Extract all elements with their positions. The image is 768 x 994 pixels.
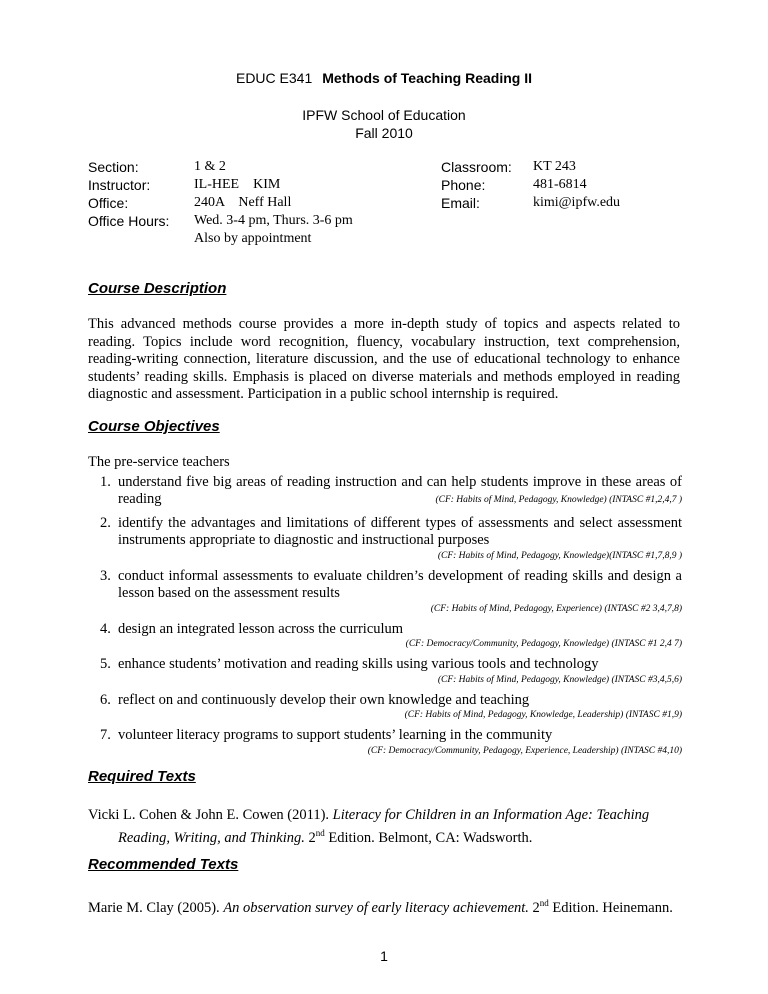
course-description-text: This advanced methods course provides a more in-depth study of topics and aspects related to reading. Topics include word recognition, fluency, vocabulary instruction, text comprehension, reading-writing connection, literature discussion, and the use of educational technology to enhance students’ reading skills. Emphasis is placed on diverse materials and methods employed in reading diagnostic and assessment. Participation in a public school internship is required.: [88, 316, 680, 402]
objective-standards: (CF: Democracy/Community, Pedagogy, Knowledge) (INTASC #1 2,4 7): [405, 639, 682, 649]
objective-item: [88, 515, 682, 562]
info-value: 1 & 2: [194, 159, 226, 174]
info-row-email: [441, 194, 620, 212]
citation-rest: Edition. Heinemann.: [552, 899, 673, 916]
term: Fall 2010: [355, 125, 413, 141]
citation-edition-number: 2: [532, 899, 540, 916]
citation-title: Literacy for Children in an Information Age: Teaching Reading, Writing, and Thinking.: [118, 807, 650, 846]
course-info-right: [441, 158, 620, 212]
info-label: Classroom:: [441, 159, 512, 175]
info-label: Section:: [88, 159, 139, 175]
course-code: EDUC E341: [235, 70, 313, 86]
citation-rest: Edition. Belmont, CA: Wadsworth.: [328, 829, 533, 846]
objective-number: 3.: [100, 567, 111, 584]
objective-number: 2.: [100, 514, 111, 531]
objective-number: 4.: [100, 620, 111, 637]
course-info-left: [88, 158, 353, 248]
objective-number: 7.: [100, 727, 111, 743]
course-title: Methods of Teaching Reading II: [322, 70, 532, 86]
objective-standards: (CF: Democracy/Community, Pedagogy, Experience, Leadership) (INTASC #4,10): [367, 745, 682, 756]
objective-item: [88, 656, 682, 686]
info-label: Office Hours:: [88, 213, 170, 229]
info-value: 240A Neff Hall: [194, 195, 292, 210]
objective-text: design an integrated lesson across the curriculum: [118, 620, 404, 637]
info-row-appointment: [88, 230, 353, 248]
citation-edition-suffix: nd: [315, 828, 325, 838]
info-label: Office:: [88, 195, 129, 211]
required-text-citation: [88, 806, 682, 847]
info-value: Wed. 3-4 pm, Thurs. 3-6 pm: [194, 213, 353, 228]
course-objectives-heading: Course Objectives: [88, 418, 220, 435]
school-term-block: [0, 106, 768, 142]
objective-number: 1.: [100, 473, 111, 490]
school-name: IPFW School of Education: [302, 107, 466, 123]
info-row-phone: [441, 176, 620, 194]
objective-item: [88, 727, 682, 757]
objective-text: enhance students’ motivation and reading skills using various tools and technology: [118, 656, 599, 672]
objective-standards: (CF: Habits of Mind, Pedagogy, Knowledge) (INTASC #3,4,5,6): [437, 674, 682, 685]
info-value: IL-HEE KIM: [194, 177, 281, 192]
recommended-text-citation: [88, 894, 682, 917]
objective-item: [88, 568, 682, 615]
objectives-intro: The pre-service teachers: [88, 454, 230, 470]
objective-item: [88, 692, 682, 722]
objective-standards: (CF: Habits of Mind, Pedagogy, Knowledge, Leadership) (INTASC #1,9): [404, 710, 682, 720]
info-label: Phone:: [441, 177, 486, 193]
info-row-section: [88, 158, 353, 176]
objectives-list: [88, 454, 682, 763]
citation-authors: Vicki L. Cohen & John E. Cowen (2011).: [88, 807, 330, 823]
objective-item: [88, 621, 682, 651]
course-description-heading: Course Description: [88, 280, 227, 297]
objective-number: 6.: [100, 691, 111, 708]
email-link[interactable]: kimi@ipfw.edu: [533, 195, 621, 210]
info-row-classroom: [441, 158, 620, 176]
recommended-texts-heading: Recommended Texts: [88, 856, 239, 873]
page-number: 1: [380, 948, 388, 964]
objective-text: identify the advantages and limitations of different types of assessments and select assessment instruments appropriate to diagnostic and instructional purposes: [118, 514, 682, 548]
objective-item: [88, 474, 682, 509]
objective-text: volunteer literacy programs to support students’ learning in the community: [118, 727, 553, 743]
citation-edition-suffix: nd: [539, 898, 549, 908]
objective-standards: (CF: Habits of Mind, Pedagogy, Experience) (INTASC #2 3,4,7,8): [430, 603, 682, 614]
info-value: KT 243: [533, 159, 576, 174]
info-row-office-hours: [88, 212, 353, 230]
info-label: Email:: [441, 195, 480, 211]
citation-edition-number: 2: [308, 829, 316, 846]
objective-standards: (CF: Habits of Mind, Pedagogy, Knowledge) (INTASC #1,2,4,7 ): [435, 495, 682, 505]
info-value: Also by appointment: [194, 231, 312, 246]
info-row-instructor: [88, 176, 353, 194]
info-label: Instructor:: [88, 177, 151, 193]
info-row-office: [88, 194, 353, 212]
required-texts-heading: Required Texts: [88, 768, 196, 785]
info-value: 481-6814: [533, 177, 587, 192]
objective-text: reflect on and continuously develop their own knowledge and teaching: [118, 691, 530, 708]
objective-number: 5.: [100, 656, 111, 672]
course-title-line: [0, 70, 768, 86]
objective-text: conduct informal assessments to evaluate children’s development of reading skills and design a lesson based on the assessment results: [118, 567, 682, 601]
citation-authors: Marie M. Clay (2005).: [88, 899, 220, 916]
citation-title: An observation survey of early literacy achievement.: [223, 899, 529, 916]
info-label: [88, 230, 194, 248]
objective-text: understand five big areas of reading instruction and can help students improve in these areas of reading: [118, 473, 682, 507]
objective-standards: (CF: Habits of Mind, Pedagogy, Knowledge)(INTASC #1,7,8,9 ): [437, 550, 682, 561]
